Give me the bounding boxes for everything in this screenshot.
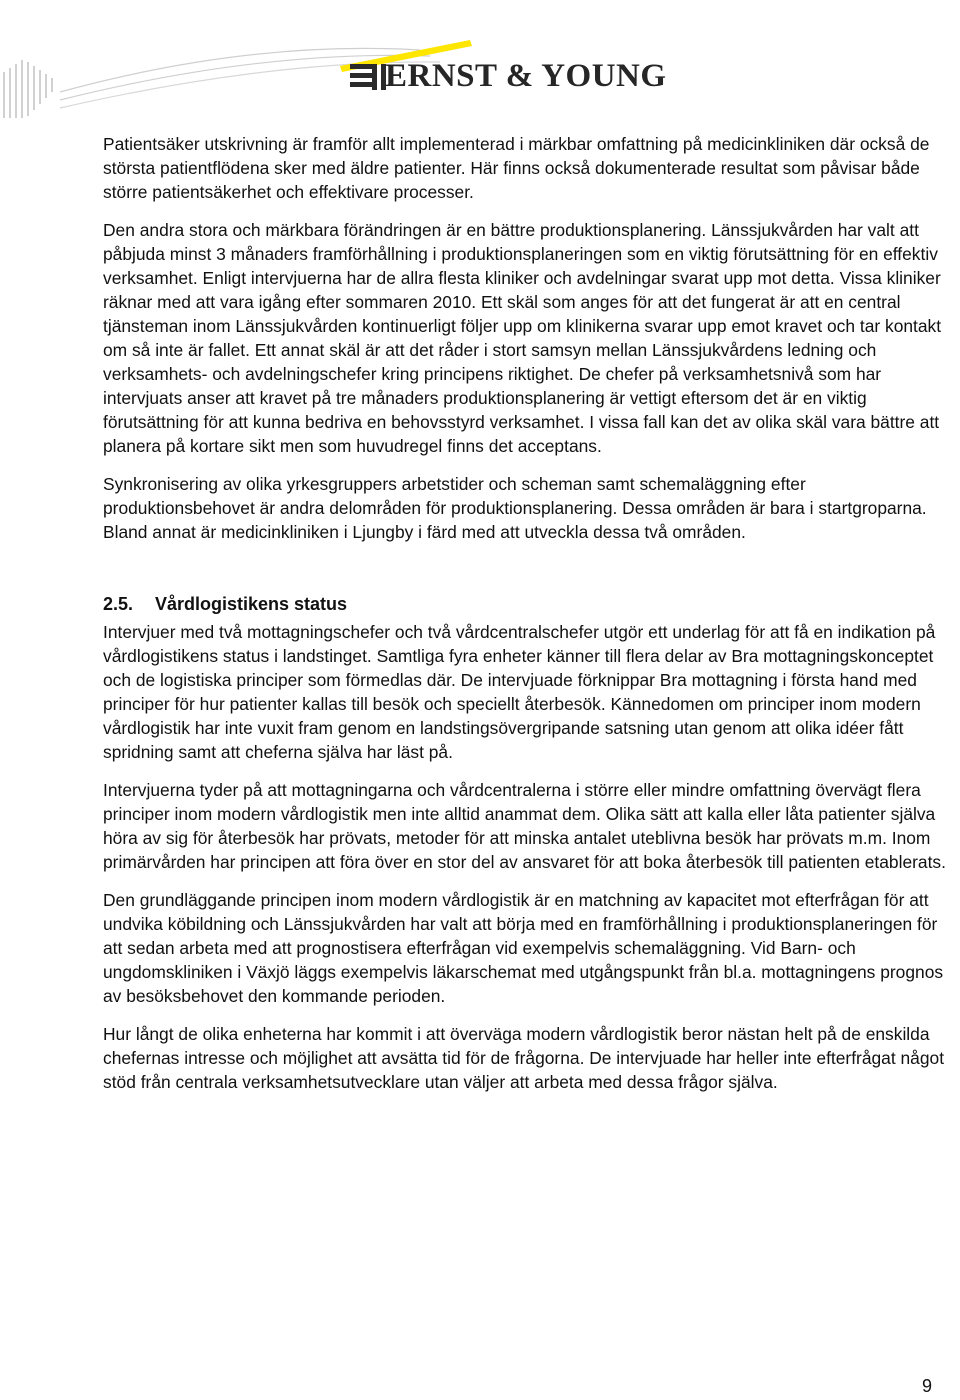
paragraph: Intervjuerna tyder på att mottagningarna och vårdcentralerna i större eller mindre omfattning övervägt flera principer inom modern vårdlogistik men inte alltid anammat dem. Olika sätt att kalla eller låta patienter själva höra av sig för återbesök har prövats, metoder för att minska antalet uteblivna besök har prövats m.m. Inom primärvården har principen att föra över en stor del av ansvaret för att boka återbesök till patienten etablerats. (103, 780, 946, 872)
page-number: 9 (921, 1376, 932, 1396)
page-header (0, 0, 960, 120)
section-heading (103, 592, 959, 616)
paragraph: Den grundläggande principen inom modern vårdlogistik är en matchning av kapacitet mot efterfrågan för att undvika köbildning och Länssjukvården har valt att börja med en framförhållning i produktionsplaneringen för att sedan arbeta med att prognostisera efterfrågan vid exempelvis schemaläggning. Vid Barn- och ungdomskliniken i Växjö läggs exempelvis läkarschemat med utgångspunkt från bl.a. mottagningens prognos av besöksbehovet den kommande perioden. (103, 890, 944, 1006)
paragraph: Intervjuer med två mottagningschefer och två vårdcentralschefer utgör ett underlag för att få en indikation på vårdlogistikens status i landstinget. Samtliga fyra enheter känner till flera delar av Bra mottagningskonceptet och de logistiska principer som förmedlas där. De intervjuade förknippar Bra mottagning i första hand med principer för hur patienter kallas till besök och speciellt återbesök. Kännedomen om principer inom modern vårdlogistik har inte vuxit fram genom en landstingsövergripande satsning utan genom att olika idéer fått spridning samt att cheferna själva har läst på. (103, 622, 936, 762)
section-number: 2.5. (103, 594, 134, 614)
paragraph: Patientsäker utskrivning är framför allt implementerad i märkbar omfattning på medicinkliniken där också de största patientflödena sker med äldre patienter. Här finns också dokumenterade resultat som påvisar både större patientsäkerhet och effektivare processer. (103, 134, 930, 202)
company-logo-text: ERNST & YOUNG (385, 58, 667, 94)
ernst-young-logo-icon (350, 64, 386, 90)
document-body (103, 132, 959, 1108)
paragraph: Den andra stora och märkbara förändringen är en bättre produktionsplanering. Länssjukvården har valt att påbjuda minst 3 månaders framförhållning i produktionsplaneringen som en viktig förutsättning för en effektiv verksamhet. Enligt intervjuerna har de allra flesta kliniker och avdelningar svarat upp mot detta. Vissa kliniker räknar med att vara igång efter sommaren 2010. Ett skäl som anges för att det fungerat är att en central tjänsteman inom Länssjukvården kontinuerligt följer upp om klinikerna svarar upp emot kravet och tar kontakt om så inte är fallet. Ett annat skäl är att det råder i stort samsyn mellan Länssjukvårdens ledning och verksamhets- och avdelningschefer kring principens riktighet. De chefer på verksamhetsnivå som har intervjuats anser att kravet på tre månaders produktionsplanering är vettigt eftersom det är en viktig förutsättning för att kunna bedriva en behovsstyrd verksamhet. I vissa fall kan det av olika skäl vara bättre att planera på kortare sikt men som huvudregel finns det acceptans. (103, 220, 942, 456)
paragraph: Hur långt de olika enheterna har kommit i att överväga modern vårdlogistik beror nästan helt på de enskilda chefernas intresse och möjlighet att avsätta tid för de frågorna. De intervjuade har heller inte efterfrågat något stöd från centrala verksamhetsutvecklare utan väljer att arbeta med dessa frågor själva. (103, 1024, 945, 1092)
section-title: Vårdlogistikens status (155, 594, 348, 614)
paragraph: Synkronisering av olika yrkesgruppers arbetstider och scheman samt schemaläggning efter produktionsbehovet är andra delområden för produktionsplanering. Dessa områden är bara i startgroparna. Bland annat är medicinkliniken i Ljungby i färd med att utveckla dessa två områden. (103, 474, 927, 542)
